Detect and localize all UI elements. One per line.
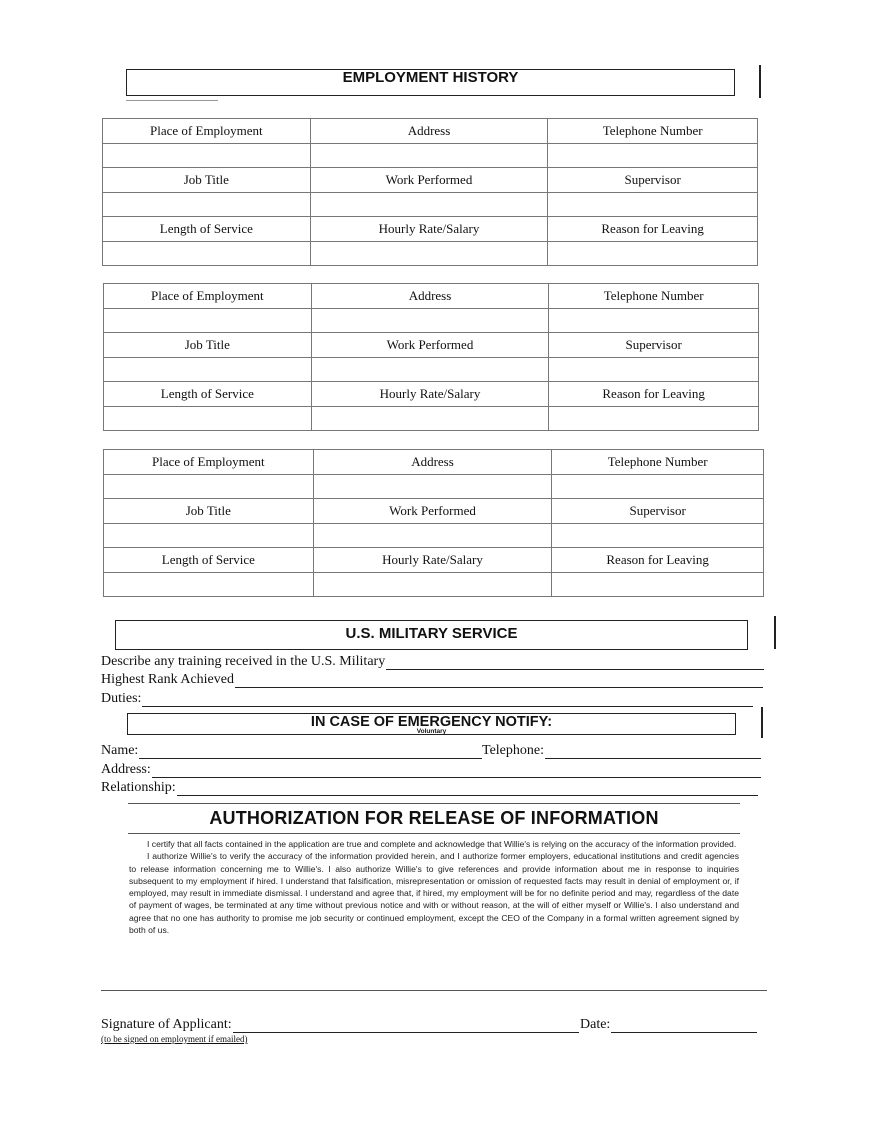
address-label: Address <box>310 119 548 144</box>
work-performed-field[interactable] <box>313 524 552 548</box>
hourly-rate-field[interactable] <box>313 573 552 597</box>
signature-row <box>101 1017 579 1033</box>
telephone-field[interactable] <box>548 144 758 168</box>
address-label: Address <box>313 450 552 475</box>
length-of-service-label: Length of Service <box>104 382 312 407</box>
relationship-field[interactable] <box>177 782 758 796</box>
military-training-label: Describe any training received in the U.S. Military <box>101 654 386 669</box>
job-title-label: Job Title <box>104 333 312 358</box>
address-field[interactable] <box>311 309 549 333</box>
length-of-service-label: Length of Service <box>104 548 314 573</box>
authorization-divider <box>101 990 767 991</box>
rank-field[interactable] <box>235 674 763 688</box>
duties-field[interactable] <box>142 693 753 707</box>
telephone-label: Telephone: <box>482 743 544 758</box>
military-service-title: U.S. MILITARY SERVICE <box>345 625 518 642</box>
telephone-label: Telephone Number <box>549 284 759 309</box>
supervisor-label: Supervisor <box>549 333 759 358</box>
duties-label: Duties: <box>101 691 142 706</box>
date-row <box>580 1017 757 1033</box>
supervisor-field[interactable] <box>548 193 758 217</box>
job-title-field[interactable] <box>104 358 312 382</box>
relationship-row <box>101 780 758 796</box>
length-of-service-field[interactable] <box>103 242 311 266</box>
telephone-field[interactable] <box>549 309 759 333</box>
address-field[interactable] <box>313 475 552 499</box>
relationship-label: Relationship: <box>101 780 176 795</box>
reason-for-leaving-field[interactable] <box>549 407 759 431</box>
job-title-field[interactable] <box>104 524 314 548</box>
signature-field[interactable] <box>233 1019 579 1033</box>
length-of-service-label: Length of Service <box>103 217 311 242</box>
date-field[interactable] <box>611 1019 757 1033</box>
place-of-employment-field[interactable] <box>104 309 312 333</box>
employment-table-2 <box>103 283 759 431</box>
signature-label: Signature of Applicant: <box>101 1017 232 1032</box>
name-field[interactable] <box>139 745 482 759</box>
hourly-rate-field[interactable] <box>311 407 549 431</box>
employment-table-3 <box>103 449 764 597</box>
hourly-rate-label: Hourly Rate/Salary <box>313 548 552 573</box>
reason-for-leaving-label: Reason for Leaving <box>549 382 759 407</box>
employment-table-1 <box>102 118 758 266</box>
reason-for-leaving-label: Reason for Leaving <box>552 548 764 573</box>
rank-label: Highest Rank Achieved <box>101 672 234 687</box>
place-of-employment-field[interactable] <box>103 144 311 168</box>
emergency-subtitle: Voluntary <box>416 728 447 735</box>
address-field[interactable] <box>152 764 761 778</box>
military-training-field[interactable] <box>386 656 764 670</box>
length-of-service-field[interactable] <box>104 573 314 597</box>
header-underline <box>126 100 218 101</box>
job-title-field[interactable] <box>103 193 311 217</box>
date-label: Date: <box>580 1017 611 1032</box>
telephone-field[interactable] <box>545 745 761 759</box>
header-tick <box>759 65 761 98</box>
signature-note: (to be signed on employment if emailed) <box>101 1034 248 1044</box>
job-title-label: Job Title <box>104 499 314 524</box>
reason-for-leaving-field[interactable] <box>548 242 758 266</box>
emergency-title: IN CASE OF EMERGENCY NOTIFY: <box>310 714 553 730</box>
authorization-paragraph-2: I authorize Willie's to verify the accuracy of the information provided herein, and I authorize former employers, educational institutions and credit agencies to release information concerning me to Willie's. I also authorize Willie's to give references and provide information about me in response to inquiries subsequent to my employment if hired. I understand that falsification, misrepresentation or omission of requested facts may result in denial of employment or, if employed, may result in immediate dismissal. I understand and agree that, if hired, my employment will be for no definite period and may, regardless of the date of payment of wages, be terminated at any time without previous notice and with or without reason, at the will of either myself or Willie's. I also understand and agree that no one has authority to promise me job security or continued employment, except the CEO of the Company in a formal written agreement signed by both of us. <box>129 851 739 936</box>
reason-for-leaving-label: Reason for Leaving <box>548 217 758 242</box>
place-of-employment-label: Place of Employment <box>104 450 314 475</box>
supervisor-field[interactable] <box>552 524 764 548</box>
duties-row <box>101 691 753 707</box>
employment-history-title: EMPLOYMENT HISTORY <box>342 69 519 86</box>
work-performed-label: Work Performed <box>311 333 549 358</box>
work-performed-label: Work Performed <box>310 168 548 193</box>
emergency-header <box>127 713 736 735</box>
hourly-rate-field[interactable] <box>310 242 548 266</box>
address-label: Address: <box>101 762 151 777</box>
address-label: Address <box>311 284 549 309</box>
reason-for-leaving-field[interactable] <box>552 573 764 597</box>
work-performed-field[interactable] <box>311 358 549 382</box>
job-title-label: Job Title <box>103 168 311 193</box>
authorization-paragraph-1: I certify that all facts contained in the application are true and complete and acknowledge that Willie's is relying on the accuracy of the information provided. <box>147 839 737 849</box>
address-field[interactable] <box>310 144 548 168</box>
authorization-body <box>129 838 739 936</box>
supervisor-label: Supervisor <box>552 499 764 524</box>
address-row <box>101 762 761 778</box>
place-of-employment-label: Place of Employment <box>103 119 311 144</box>
supervisor-label: Supervisor <box>548 168 758 193</box>
telephone-label: Telephone Number <box>548 119 758 144</box>
rank-row <box>101 672 763 688</box>
military-service-header <box>115 620 748 650</box>
name-row <box>101 743 482 759</box>
emergency-tick <box>761 707 763 738</box>
place-of-employment-label: Place of Employment <box>104 284 312 309</box>
work-performed-label: Work Performed <box>313 499 552 524</box>
supervisor-field[interactable] <box>549 358 759 382</box>
name-label: Name: <box>101 743 139 758</box>
work-performed-field[interactable] <box>310 193 548 217</box>
authorization-title: AUTHORIZATION FOR RELEASE OF INFORMATION <box>128 803 740 834</box>
hourly-rate-label: Hourly Rate/Salary <box>310 217 548 242</box>
telephone-row <box>482 743 761 759</box>
hourly-rate-label: Hourly Rate/Salary <box>311 382 549 407</box>
telephone-field[interactable] <box>552 475 764 499</box>
telephone-label: Telephone Number <box>552 450 764 475</box>
employment-history-header <box>126 69 735 96</box>
length-of-service-field[interactable] <box>104 407 312 431</box>
military-tick <box>774 616 776 649</box>
military-training-row <box>101 654 764 670</box>
place-of-employment-field[interactable] <box>104 475 314 499</box>
